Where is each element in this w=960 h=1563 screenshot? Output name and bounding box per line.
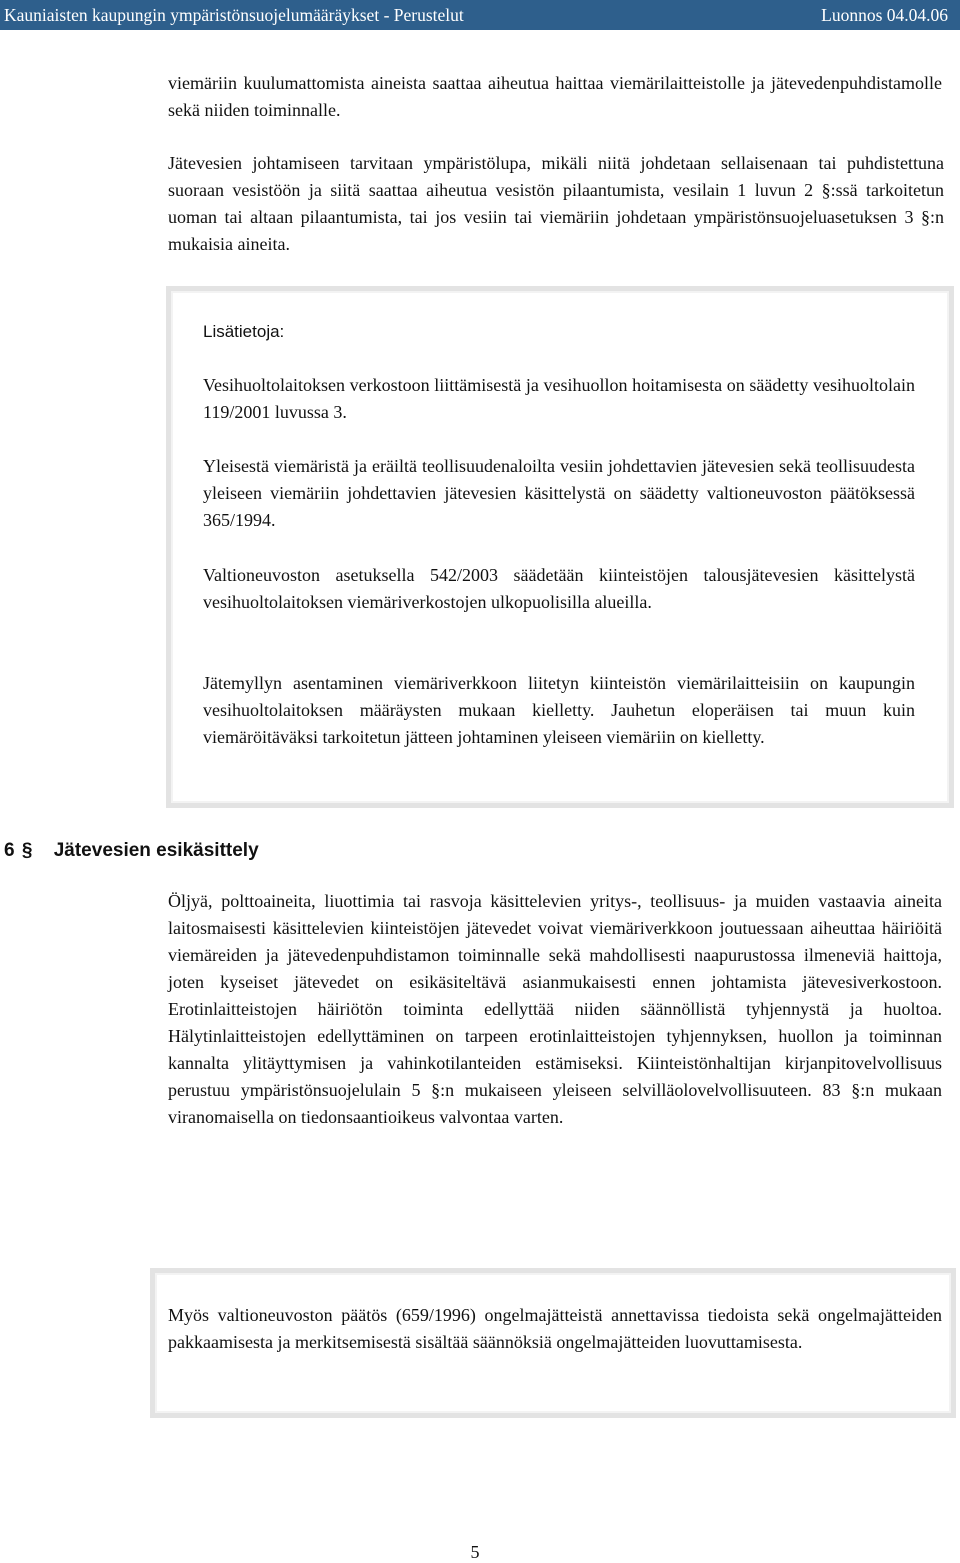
info-paragraph-household-wastewater: Valtioneuvoston asetuksella 542/2003 säädetään kiinteistöjen talousjätevesien käsittelystä vesihuoltolaitoksen viemäriverkostojen ulkopuolisilla alueilla.: [203, 565, 915, 612]
document-header: [0, 0, 960, 30]
info-paragraph-industrial-wastewater: Yleisestä viemäristä ja eräiltä teollisuudenaloilta vesiin johdettavien jätevesien sekä teollisuudesta yleiseen viemäriin johdettavien jätevesien käsittelystä on säädetty valtioneuvoston päätöksessä 365/1994.: [203, 456, 915, 530]
document-title: Kauniaisten kaupungin ympäristönsuojelumääräykset - Perustelut: [4, 5, 464, 25]
section-number: 6: [4, 840, 15, 861]
pretreatment-paragraph: Öljyä, polttoaineita, liuottimia tai rasvoja käsittelevien yritys-, teollisuus- ja muiden vastaavia aineita laitosmaisesti käsittelevien kiinteistöjen jätevedet voivat viemäriverkkoon joutuessaan aiheuttaa häiriöitä viemäreiden ja jätevedenpuhdistamon toiminnalle sekä mahdollisesti naapurustossa ilmeneviä haittoja, joten kyseiset jätevedet on esikäsiteltävä asianmukaisesti ennen johtamista jätevesiverkostoon. Erotinlaitteistojen häiriötön toiminta edellyttää niiden säännöllistä tyhjennystä ja huoltoa. Hälytinlaitteistojen edellyttäminen on tarpeen erotinlaitteistojen tyhjennyksen, huollon ja toiminnan kannalta ylitäyttymisen ja vahinkotilanteiden estämiseksi. Kiinteistönhaltijan kirjanpitovelvollisuus perustuu ympäristönsuojelulain 5 §:n mukaiseen yleiseen selvilläolovelvollisuuteen. 83 §:n mukaan viranomaisella on tiedonsaantioikeus valvontaa varten.: [168, 891, 942, 1127]
section-symbol: §: [21, 840, 33, 861]
section-heading: [4, 837, 259, 865]
info-paragraph-waste-grinder: Jätemyllyn asentaminen viemäriverkkoon liitetyn kiinteistön viemärilaitteisiin on kaupungin vesihuoltolaitoksen määräysten mukaan kielletty. Jauhetun eloperäisen tai muun kuin viemäröitäväksi tarkoitetun jätteen johtaminen yleiseen viemäriin on kielletty.: [203, 673, 915, 747]
page-number: 5: [470, 1542, 480, 1562]
intro-paragraph: viemäriin kuulumattomista aineista saattaa aiheutua haittaa viemärilaitteistolle ja jätevedenpuhdistamolle sekä niiden toiminnalle.: [168, 73, 942, 120]
info-box-label: Lisätietoja:: [203, 322, 285, 341]
draft-date: Luonnos 04.04.06: [821, 5, 948, 25]
info-paragraph-water-supply: Vesihuoltolaitoksen verkostoon liittämisestä ja vesihuollon hoitamisesta on säädetty vesihuoltolain 119/2001 luvussa 3.: [203, 375, 915, 422]
permit-paragraph: Jätevesien johtamiseen tarvitaan ympäristölupa, mikäli niitä johdetaan sellaisenaan tai puhdistettuna suoraan vesistöön ja siitä saattaa aiheutua vesistön pilaantumista, vesilain 1 luvun 2 §:ssä tarkoitetun uoman tai altaan pilaantumista, tai jos vesiin tai viemäriin johdetaan ympäristönsuojeluasetuksen 3 §:n mukaisia aineita.: [168, 153, 944, 254]
section-title: Jätevesien esikäsittely: [53, 840, 259, 861]
info-box-2-paragraph: Myös valtioneuvoston päätös (659/1996) ongelmajätteistä annettavissa tiedoista sekä ongelmajätteiden pakkaamisesta ja merkitsemisestä sisältää säännöksiä ongelmajätteiden luovuttamisesta.: [168, 1305, 942, 1352]
